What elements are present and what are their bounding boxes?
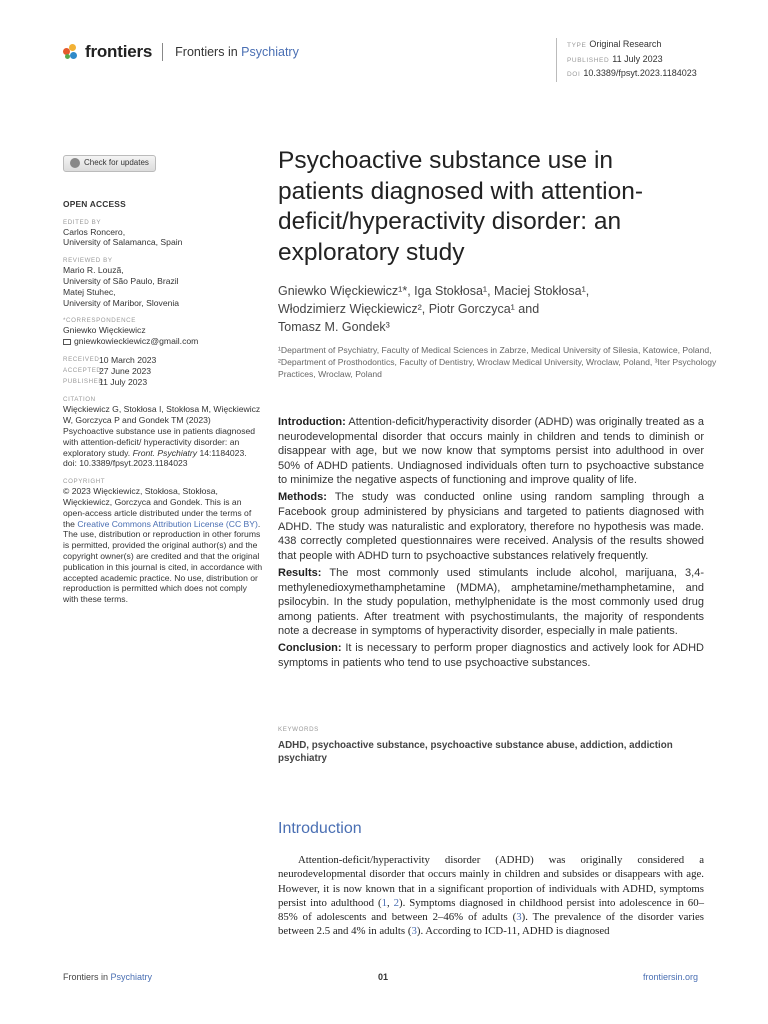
accepted-date: 27 June 2023 [99,365,152,376]
reviewer-name: Mario R. Louzã, [63,265,124,276]
reference-link[interactable]: 2 [393,896,400,909]
body-text-run: , [386,896,394,909]
correspondence-email-row[interactable] [63,336,263,347]
copyright-text [63,486,263,605]
published-value: 11 July 2023 [612,53,663,64]
body-text-run: Attention-deficit/hyperactivity disorder (ADHD) was originally considered a neurodevelopmental disorder that occurs mainly in children and subsides or disappears with age. However, it is now known that in a significant proportion of individuals with ADHD, symptoms persist into adulthood ( [278,854,704,909]
accepted-label: ACCEPTED [63,366,102,374]
body-text [278,853,704,939]
journal-name[interactable] [175,45,299,59]
accepted-row [63,366,263,377]
authors-line: Włodzimierz Więckiewicz², Piotr Gorczyca¹ and [278,302,540,316]
frontiers-logo[interactable] [63,42,299,62]
received-date: 10 March 2023 [99,354,157,365]
footer-journal-prefix: Frontiers in [63,972,109,982]
abstract-intro-label: Introduction: [278,416,346,428]
reference-link[interactable]: 1 [381,896,387,909]
correspondence-email[interactable]: gniewkowieckiewicz@gmail.com [74,336,199,347]
editor-name: Carlos Roncero, [63,226,126,237]
check-updates-button[interactable] [63,155,156,172]
check-updates-label: Check for updates [84,158,149,167]
abstract-intro-text: Attention-deficit/hyperactivity disorder (ADHD) was originally treated as a neurodevelopmental disorder that occurs mainly in children and tends to diminish or disappear with age, but we now know that symptoms persist into adulthood in over 50% of ADHD patients. Undiagnosed individuals often turn to psychoactive substance to minimize the negative aspects of functioning and improve quality of life. [278,416,704,487]
article-meta [556,38,697,82]
article-title: Psychoactive substance use in patients diagnosed with attention-deficit/hyperactivity disorder: an exploratory study [278,147,644,266]
citation-text [63,404,263,469]
open-access-label: OPEN ACCESS [63,198,126,209]
affiliations: ¹Department of Psychiatry, Faculty of Medical Sciences in Zabrze, Medical University of Silesia, Katowice, Poland, ²Department of Prosthodontics, Faculty of Dentistry, Wroclaw Medical University, Wroclaw, Poland, ³Iter Psychology Practices, Wroclaw, Poland [278,345,717,379]
published-label: PUBLISHED [63,377,104,385]
received-row [63,355,263,366]
page-number: 01 [378,972,389,982]
abstract-conclusion-label: Conclusion: [278,642,342,655]
footer-journal-name: Psychiatry [110,972,153,982]
type-label: TYPE [567,42,587,49]
abstract-methods [278,490,704,563]
authors-line: Tomasz M. Gondek³ [278,320,390,334]
check-updates-icon [70,158,80,168]
body-text-run: ). According to ICD-11, ADHD is diagnosed [416,925,610,938]
abstract-conclusion-text: It is necessary to perform proper diagnostics and actively look for ADHD symptoms in patients who tend to use psychoactive substances. [278,642,704,669]
body-paragraph [278,853,704,939]
copyright-body: © 2023 Więckiewicz, Stokłosa, Stokłosa, Więckiewicz, Gorczyca and Gondek. This is an open-access article distributed under the terms of the [63,486,252,529]
published-date: 11 July 2023 [99,376,148,387]
author-list [278,282,678,336]
copyright-heading: COPYRIGHT [63,478,106,486]
reviewer-name: Matej Stuhec, [63,286,116,297]
citation-journal: Front. Psychiatry [132,447,198,458]
abstract-methods-label: Methods: [278,491,327,504]
frontiers-logo-icon [63,44,79,60]
authors-line: Gniewko Więckiewicz¹*, Iga Stokłosa¹, Maciej Stokłosa¹, [278,284,590,298]
doi-value[interactable]: 10.3389/fpsyt.2023.1184023 [583,68,697,78]
journal-title: Psychiatry [241,45,299,59]
keywords: ADHD, psychoactive substance, psychoactive substance abuse, addiction, addiction psychiatry [278,740,673,764]
journal-prefix: Frontiers in [175,45,238,59]
copyright-body-end: . The use, distribution or reproduction in other forums is permitted, provided the original author(s) and the copyright owner(s) are credited and that the original publication in this journal is cited, in accordance with accepted academic practice. No use, distribution or reproduction is permitted which does not comply with these terms. [63,518,263,605]
reviewer-affiliation: University of São Paulo, Brazil [63,275,179,286]
abstract-results [278,566,704,639]
published-row [63,377,263,388]
published-label: PUBLISHED [567,56,610,64]
reviewed-by-heading: REVIEWED BY [63,257,113,265]
correspondence-name: Gniewko Więckiewicz [63,325,146,336]
citation-body: Więckiewicz G, Stokłosa I, Stokłosa M, Więckiewicz W, Gorczyca P and Gondek TM (2023) Psychoactive substance use in patients diagnosed with attention-deficit/ hyperactivity disorder: an exploratory study. [63,404,261,458]
cc-license-link[interactable]: Creative Commons Attribution License (CC BY) [77,518,258,529]
abstract-results-text: The most commonly used stimulants include alcohol, marijuana, 3,4-methylenedioxymethamphetamine (MDMA), amphetamine/methamphetamine, and psilocybin. In the study population, methylphenidate is the most commonly used drug among patients. After treatment with psychostimulants, the majority of respondents note a decrease in symptoms of hyperactivity disorder, especially in male patients. [278,566,704,638]
edited-by-heading: EDITED BY [63,218,102,226]
doi-label: DOI [567,71,581,78]
reviewer-affiliation: University of Maribor, Slovenia [63,297,180,308]
type-value: Original Research [589,39,662,49]
body-text-run: ). The prevalence of the disorder varies between 2.5 and 4% in adults ( [278,911,704,938]
abstract [278,415,704,673]
reference-link[interactable]: 3 [411,925,417,938]
introduction-heading: Introduction [278,820,362,837]
editor-affiliation: University of Salamanca, Spain [63,237,183,248]
citation-doi: doi: 10.3389/fpsyt.2023.1184023 [63,458,188,469]
sidebar [63,155,263,605]
logo-wordmark: frontiers [85,42,153,61]
citation-heading: CITATION [63,396,96,404]
keywords-heading: KEYWORDS [278,726,319,733]
abstract-conclusion [278,641,704,670]
received-label: RECEIVED [63,355,100,363]
footer-journal[interactable] [63,972,152,982]
envelope-icon [63,339,71,345]
citation-volume: 14:1184023. [197,447,247,458]
abstract-methods-text: The study was conducted online using random sampling through a Facebook group administered by physicians and targeted to patients diagnosed with ADHD. The study was naturalistic and exploratory, therefore no hypothesis was made. 438 correctly completed questionnaires were received. Analysis of the results showed that people with ADHD turn to psychoactive substances relatively frequently. [278,491,704,562]
reference-link[interactable]: 3 [516,911,522,924]
logo-divider [162,43,163,61]
body-text-run: ). Symptoms diagnosed in childhood persist into adolescence in 60–85% of adolescents and between 2–46% of adults ( [278,896,704,924]
abstract-introduction [278,415,704,488]
abstract-results-label: Results: [278,566,322,579]
correspondence-heading: *CORRESPONDENCE [63,317,136,325]
footer-site-link[interactable]: frontiersin.org [643,972,699,982]
